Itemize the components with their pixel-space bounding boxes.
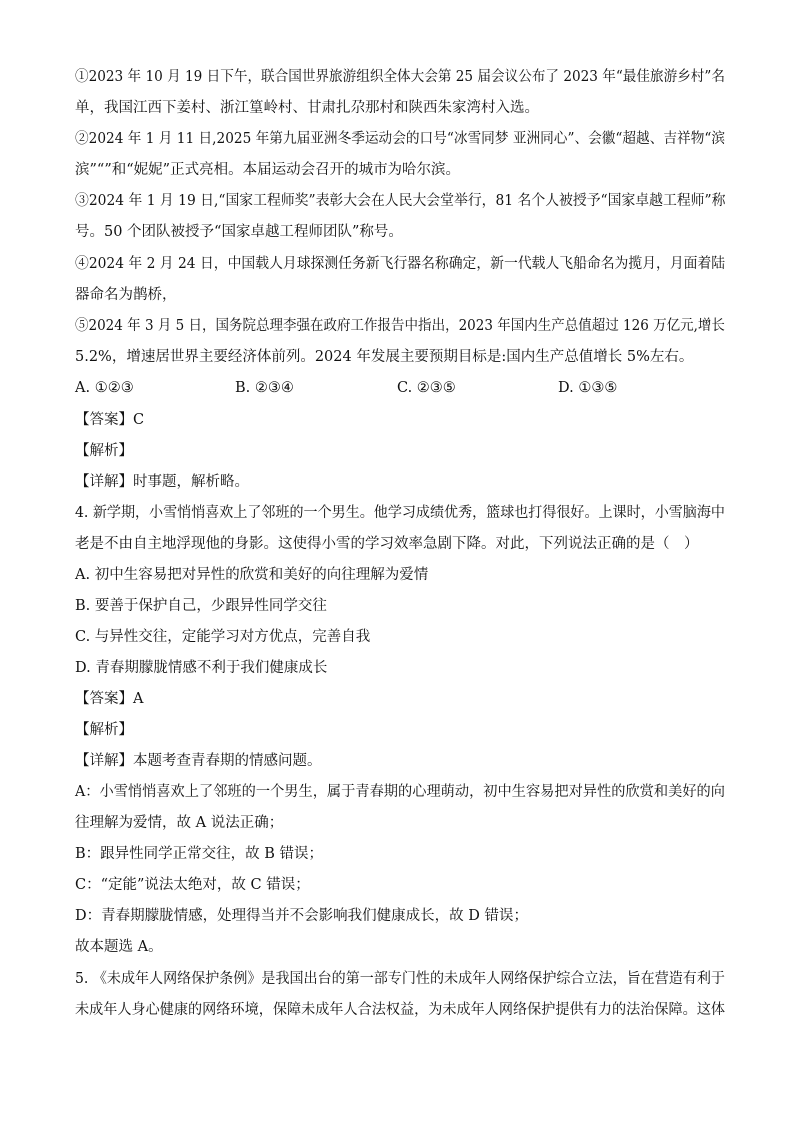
question-4-stem-line-1: 4. 新学期，小雪悄悄喜欢上了邻班的一个男生。他学习成绩优秀，篮球也打得很好。上课时，小雪脑海中	[75, 505, 725, 521]
item-4-line-1: ④2024 年 2 月 24 日，中国载人月球探测任务新飞行器名称确定，新一代载人飞船命名为揽月，月面着陆	[75, 256, 726, 272]
analysis-label: 【解析】	[75, 443, 133, 459]
explanation-d: D：青春期朦胧情感，处理得当并不会影响我们健康成长，故 D 错误；	[75, 908, 528, 924]
item-3	[75, 186, 725, 248]
option-c[interactable]: C. ②③⑤	[397, 380, 456, 396]
question-4-solution	[75, 684, 725, 963]
analysis-label: 【解析】	[75, 722, 133, 738]
question-5-stem-line-1: 5. 《未成年人网络保护条例》是我国出台的第一部专门性的未成年人网络保护综合立法，旨在营造有利于	[75, 971, 725, 987]
question-5-stem-line-2: 未成年人身心健康的网络环境，保障未成年人合法权益，为未成年人网络保护提供有力的法治保障。这体	[75, 1002, 725, 1018]
option-d[interactable]: D. 青春期朦胧情感不利于我们健康成长	[75, 660, 328, 676]
explanation-b: B：跟异性同学正常交往，故 B 错误；	[75, 846, 324, 862]
conclusion-text: 故本题选 A。	[75, 939, 163, 955]
item-4-line-2: 器命名为鹊桥，	[75, 287, 177, 303]
question-3-options	[75, 373, 725, 404]
item-3-line-1: ③2024 年 1 月 19 日,“国家工程师奖”表彰大会在人民大会堂举行，81 名个人被授予“国家卓越工程师”称	[75, 193, 726, 209]
question-5-stem	[75, 964, 725, 1026]
item-2-line-1: ②2024 年 1 月 11 日,2025 年第九届亚洲冬季运动会的口号“冰雪同梦 亚洲同心”、会徽“超越、吉祥物“滨	[75, 131, 725, 147]
explanation-a-line-2: 往理解为爱情，故 A 说法正确；	[75, 815, 284, 831]
question-3-solution	[75, 405, 725, 498]
option-a[interactable]: A. 初中生容易把对异性的欣赏和美好的向往理解为爱情	[75, 567, 429, 583]
explanation-c: C：“定能”说法太绝对，故 C 错误；	[75, 877, 310, 893]
option-c[interactable]: C. 与异性交往，定能学习对方优点，完善自我	[75, 629, 371, 645]
detail-text: 【详解】时事题，解析略。	[75, 474, 249, 490]
item-3-line-2: 号。50 个团队被授予“国家卓越工程师团队”称号。	[75, 224, 403, 240]
option-b[interactable]: B. 要善于保护自己，少跟异性同学交往	[75, 598, 327, 614]
detail-text: 【详解】本题考查青春期的情感问题。	[75, 753, 322, 769]
item-1-line-2: 单，我国江西下姜村、浙江篁岭村、甘肃扎尕那村和陕西朱家湾村入选。	[75, 100, 539, 116]
item-2-line-2: 滨”“”和“妮妮”正式亮相。本届运动会召开的城市为哈尔滨。	[75, 162, 461, 178]
item-5-line-2: 5.2%，增速居世界主要经济体前列。2024 年发展主要预期目标是:国内生产总值增长 5%左右。	[75, 349, 694, 365]
option-d[interactable]: D. ①③⑤	[558, 380, 618, 396]
question-4-stem	[75, 498, 725, 560]
item-1-line-1: ①2023 年 10 月 19 日下午，联合国世界旅游组织全体大会第 25 届会议公布了 2023 年“最佳旅游乡村”名	[75, 69, 725, 85]
question-4-options	[75, 560, 725, 684]
item-5-line-1: ⑤2024 年 3 月 5 日，国务院总理李强在政府工作报告中指出，2023 年国内生产总值超过 126 万亿元,增长	[75, 318, 725, 334]
item-5	[75, 311, 725, 373]
item-2	[75, 124, 725, 186]
question-4-stem-line-2: 老是不由自主地浮现他的身影。这使得小雪的学习效率急剧下降。对此，下列说法正确的是（ ）	[75, 536, 699, 552]
option-a[interactable]: A. ①②③	[75, 380, 134, 396]
option-b[interactable]: B. ②③④	[235, 380, 294, 396]
answer-label: 【答案】A	[75, 691, 144, 707]
item-1	[75, 62, 725, 124]
explanation-a-line-1: A：小雪悄悄喜欢上了邻班的一个男生，属于青春期的心理萌动，初中生容易把对异性的欣赏和美好的向	[75, 784, 725, 800]
item-4	[75, 249, 725, 311]
answer-label: 【答案】C	[75, 412, 145, 428]
